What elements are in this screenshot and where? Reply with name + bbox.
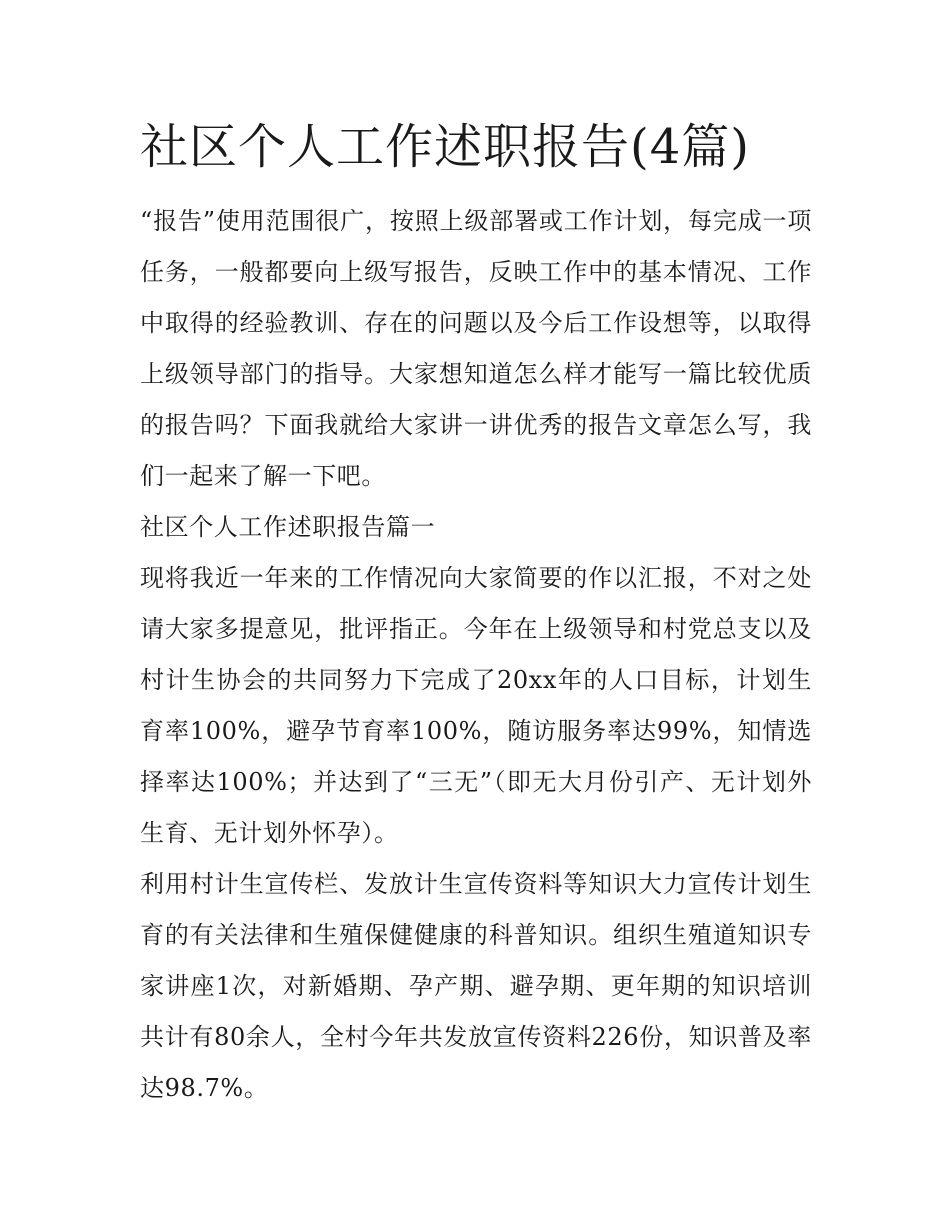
document-title: 社区个人工作述职报告(4篇) [140,119,750,175]
section-paragraph: 现将我近一年来的工作情况向大家简要的作以汇报，不对之处请大家多提意见，批评指正。今年在上级领导和村党总支以及村计生协会的共同努力下完成了20xx年的人口目标，计划生育率100%，避孕节育率100%，随访服务率达99%，知情选择率达100%；并达到了“三无”（即无大月份引产、无计划外生育、无计划外怀孕）。 [140,564,812,847]
section-heading: 社区个人工作述职报告篇一 [140,513,436,541]
document-body [140,196,812,1114]
intro-paragraph: “报告”使用范围很广，按照上级部署或工作计划，每完成一项任务，一般都要向上级写报告，反映工作中的基本情况、工作中取得的经验教训、存在的问题以及今后工作设想等，以取得上级领导部门的指导。大家想知道怎么样才能写一篇比较优质的报告吗？下面我就给大家讲一讲优秀的报告文章怎么写，我们一起来了解一下吧。 [140,207,812,490]
section-paragraph: 利用村计生宣传栏、发放计生宣传资料等知识大力宣传计划生育的有关法律和生殖保健健康的科普知识。组织生殖道知识专家讲座1次，对新婚期、孕产期、避孕期、更年期的知识培训共计有80余人，全村今年共发放宣传资料226份，知识普及率达98.7%。 [140,870,812,1102]
